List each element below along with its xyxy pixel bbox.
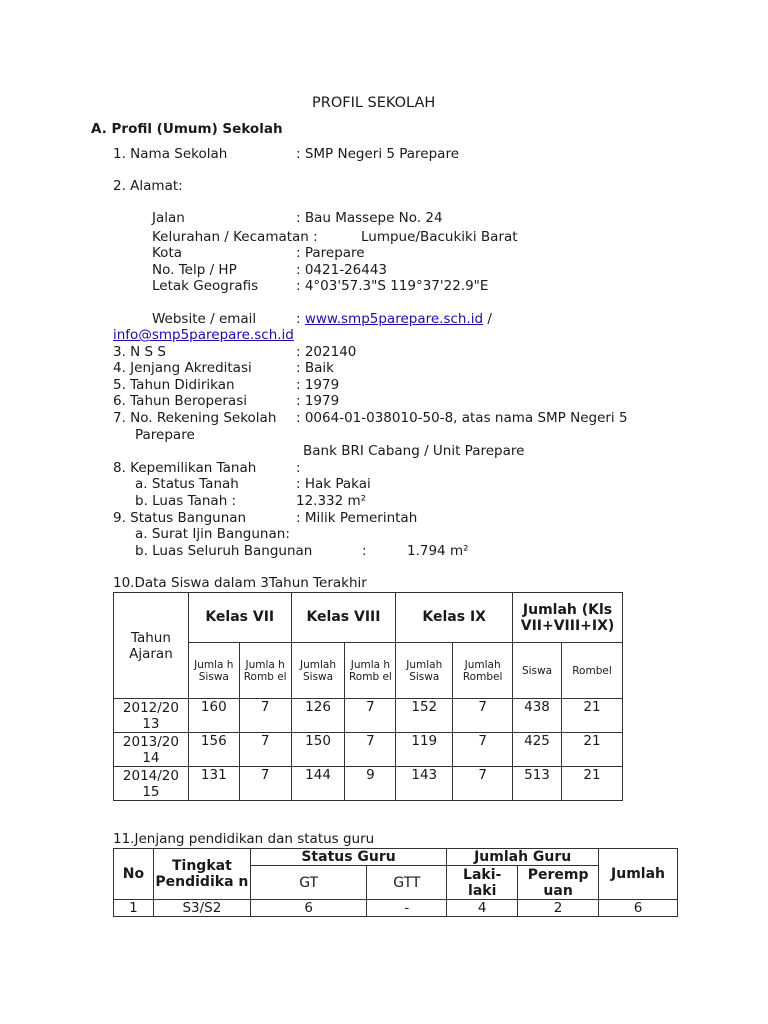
head-jumlah: Jumlah (Kls VII+VIII+IX) — [513, 593, 623, 643]
table-cell: 21 — [561, 767, 622, 801]
table-cell: 21 — [561, 699, 622, 733]
akreditasi-value: : Baik — [296, 360, 334, 376]
website-link[interactable]: www.smp5parepare.sch.id — [304, 311, 484, 327]
nama-sekolah-label: 1. Nama Sekolah — [113, 146, 228, 162]
table-cell: 152 — [396, 699, 453, 733]
akreditasi-label: 4. Jenjang Akreditasi — [113, 360, 252, 376]
table-cell: 144 — [291, 767, 345, 801]
table-cell: 4 — [447, 900, 518, 917]
table-cell: S3/S2 — [153, 900, 250, 917]
tanah-label: 8. Kepemilikan Tanah — [113, 460, 257, 476]
table-cell: 156 — [188, 733, 239, 767]
table-row — [114, 699, 623, 733]
table-cell: 7 — [345, 699, 396, 733]
sub-ix-rombel: Jumlah Rombel — [453, 643, 513, 699]
status-tanah-value: : Hak Pakai — [296, 476, 371, 492]
table-cell: 160 — [188, 699, 239, 733]
head-jumlah: Jumlah — [599, 849, 678, 900]
jalan-value: : Bau Massepe No. 24 — [296, 210, 443, 226]
head-tahun: Tahun Ajaran — [114, 593, 189, 699]
rekening-value-cont: Parepare — [135, 427, 195, 443]
table-cell: 7 — [453, 699, 513, 733]
luas-bangunan-value: 1.794 m² — [407, 543, 469, 559]
didirikan-value: : 1979 — [296, 377, 340, 393]
head-status-guru: Status Guru — [250, 849, 446, 866]
table-cell: 7 — [239, 733, 291, 767]
ijin-bangunan-label: a. Surat Ijin Bangunan: — [135, 526, 290, 542]
table-cell: 6 — [250, 900, 367, 917]
table-cell: 9 — [345, 767, 396, 801]
table-guru — [113, 848, 678, 917]
bangunan-value: : Milik Pemerintah — [296, 510, 418, 526]
website-value-line — [296, 311, 492, 327]
sub-jumlah-siswa: Siswa — [513, 643, 562, 699]
geo-label: Letak Geografis — [152, 278, 259, 294]
bank-value: Bank BRI Cabang / Unit Parepare — [303, 443, 525, 459]
rekening-label: 7. No. Rekening Sekolah — [113, 410, 277, 426]
kelurahan-value: Lumpue/Bacukiki Barat — [361, 229, 518, 245]
table-cell: 2 — [518, 900, 599, 917]
sub-perempuan: Peremp uan — [518, 866, 599, 900]
table-siswa-caption: 10.Data Siswa dalam 3Tahun Terakhir — [113, 575, 367, 591]
sub-laki: Laki- laki — [447, 866, 518, 900]
table-cell: 7 — [345, 733, 396, 767]
nss-value: : 202140 — [296, 344, 357, 360]
table-cell: 7 — [453, 733, 513, 767]
email-link[interactable]: info@smp5parepare.sch.id — [113, 327, 294, 343]
sub-viii-rombel: Jumla h Romb el — [345, 643, 396, 699]
sub-viii-siswa: Jumlah Siswa — [291, 643, 345, 699]
sub-vii-rombel: Jumla h Romb el — [239, 643, 291, 699]
head-tingkat: Tingkat Pendidika n — [153, 849, 250, 900]
head-jumlah-guru: Jumlah Guru — [447, 849, 599, 866]
beroperasi-value: : 1979 — [296, 393, 340, 409]
table-row — [114, 733, 623, 767]
luas-bangunan-colon: : — [362, 543, 367, 559]
head-kelas-vii: Kelas VII — [188, 593, 291, 643]
sub-gtt: GTT — [367, 866, 447, 900]
table-cell: 7 — [453, 767, 513, 801]
sub-vii-siswa: Jumla h Siswa — [188, 643, 239, 699]
table-cell: 7 — [239, 767, 291, 801]
table-cell: 119 — [396, 733, 453, 767]
nss-label: 3. N S S — [113, 344, 166, 360]
kota-label: Kota — [152, 245, 183, 261]
table-siswa — [113, 592, 623, 801]
kota-value: : Parepare — [296, 245, 365, 261]
table-cell: 131 — [188, 767, 239, 801]
telp-label: No. Telp / HP — [152, 262, 237, 278]
table-cell: 21 — [561, 733, 622, 767]
page-title: PROFIL SEKOLAH — [312, 95, 436, 111]
head-kelas-viii: Kelas VIII — [291, 593, 396, 643]
table-cell: 1 — [114, 900, 154, 917]
table-cell: 2013/20 14 — [114, 733, 189, 767]
luas-bangunan-label: b. Luas Seluruh Bangunan — [135, 543, 313, 559]
bangunan-label: 9. Status Bangunan — [113, 510, 247, 526]
table-cell: 513 — [513, 767, 562, 801]
sub-ix-siswa: Jumlah Siswa — [396, 643, 453, 699]
luas-tanah-label: b. Luas Tanah : — [135, 493, 237, 509]
head-kelas-ix: Kelas IX — [396, 593, 513, 643]
table-cell: 438 — [513, 699, 562, 733]
website-colon: : — [296, 311, 305, 327]
table-cell: 2012/20 13 — [114, 699, 189, 733]
alamat-label: 2. Alamat: — [113, 178, 183, 194]
sub-jumlah-rombel: Rombel — [561, 643, 622, 699]
status-tanah-label: a. Status Tanah — [135, 476, 239, 492]
table-cell: - — [367, 900, 447, 917]
sub-gt: GT — [250, 866, 367, 900]
rekening-value: : 0064-01-038010-50-8, atas nama SMP Negeri 5 — [296, 410, 628, 426]
luas-tanah-value: 12.332 m² — [296, 493, 367, 509]
table-cell: 150 — [291, 733, 345, 767]
table-cell: 143 — [396, 767, 453, 801]
geo-value: : 4°03'57.3"S 119°37'22.9"E — [296, 278, 489, 294]
table-cell: 425 — [513, 733, 562, 767]
section-heading: A. Profil (Umum) Sekolah — [91, 121, 283, 137]
nama-sekolah-value: : SMP Negeri 5 Parepare — [296, 146, 460, 162]
jalan-label: Jalan — [152, 210, 185, 226]
telp-value: : 0421-26443 — [296, 262, 388, 278]
table-cell: 126 — [291, 699, 345, 733]
table-cell: 2014/20 15 — [114, 767, 189, 801]
table-cell: 7 — [239, 699, 291, 733]
table-row — [114, 767, 623, 801]
website-label: Website / email — [152, 311, 257, 327]
head-no: No — [114, 849, 154, 900]
didirikan-label: 5. Tahun Didirikan — [113, 377, 235, 393]
beroperasi-label: 6. Tahun Beroperasi — [113, 393, 247, 409]
tanah-colon: : — [296, 460, 301, 476]
table-guru-caption: 11.Jenjang pendidikan dan status guru — [113, 831, 375, 847]
table-row — [114, 900, 678, 917]
table-cell: 6 — [599, 900, 678, 917]
website-separator: / — [483, 311, 492, 327]
kelurahan-label: Kelurahan / Kecamatan : — [152, 229, 318, 245]
